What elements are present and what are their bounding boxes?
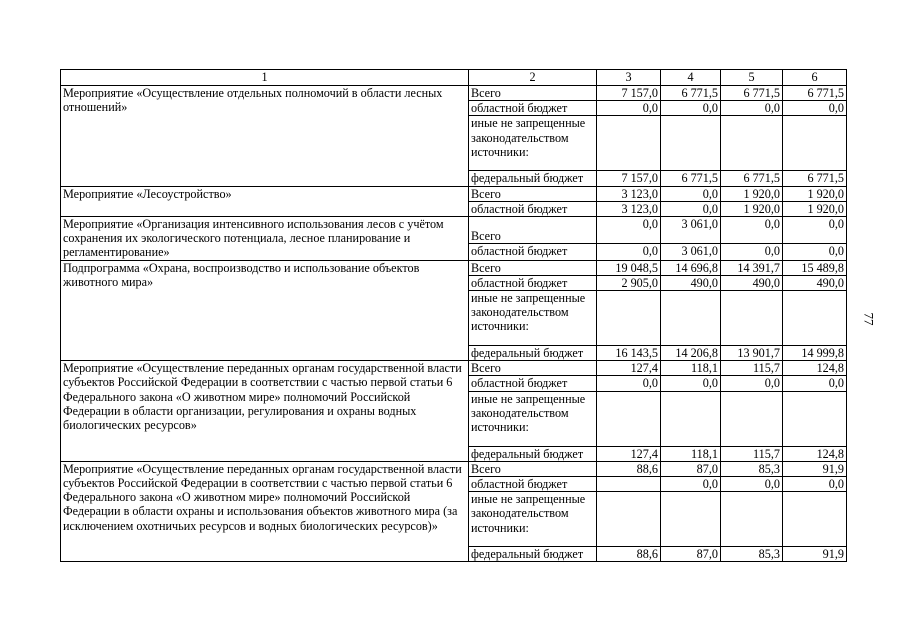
funding-source: федеральный бюджет — [469, 171, 597, 186]
amount-cell: 0,0 — [783, 477, 847, 492]
amount-cell — [783, 492, 847, 547]
funding-source: иные не запрещенные законодательством источники: — [469, 391, 597, 446]
funding-source: федеральный бюджет — [469, 346, 597, 361]
amount-cell: 0,0 — [661, 376, 721, 391]
amount-cell: 0,0 — [597, 244, 661, 261]
amount-cell: 0,0 — [661, 201, 721, 216]
header-col-3: 3 — [597, 70, 661, 86]
funding-source: областной бюджет — [469, 477, 597, 492]
header-col-4: 4 — [661, 70, 721, 86]
funding-source: Всего — [469, 260, 597, 275]
amount-cell: 118,1 — [661, 446, 721, 461]
amount-cell: 14 206,8 — [661, 346, 721, 361]
amount-cell: 14 999,8 — [783, 346, 847, 361]
amount-cell: 3 061,0 — [661, 217, 721, 244]
amount-cell: 7 157,0 — [597, 171, 661, 186]
amount-cell — [783, 291, 847, 346]
amount-cell — [721, 116, 783, 171]
funding-source: областной бюджет — [469, 275, 597, 290]
amount-cell — [783, 391, 847, 446]
amount-cell: 14 391,7 — [721, 260, 783, 275]
funding-source: федеральный бюджет — [469, 547, 597, 562]
amount-cell: 1 920,0 — [721, 201, 783, 216]
funding-source: Всего — [469, 217, 597, 244]
amount-cell: 0,0 — [783, 244, 847, 261]
amount-cell: 6 771,5 — [721, 171, 783, 186]
amount-cell: 6 771,5 — [783, 86, 847, 101]
funding-source: областной бюджет — [469, 376, 597, 391]
amount-cell: 19 048,5 — [597, 260, 661, 275]
amount-cell — [721, 391, 783, 446]
amount-cell: 124,8 — [783, 361, 847, 376]
funding-source: Всего — [469, 186, 597, 201]
amount-cell: 127,4 — [597, 361, 661, 376]
measure-name: Мероприятие «Осуществление отдельных полномочий в области лесных отношений» — [61, 86, 469, 187]
funding-source: иные не запрещенные законодательством источники: — [469, 116, 597, 171]
header-row — [61, 70, 847, 86]
amount-cell: 87,0 — [661, 547, 721, 562]
amount-cell: 115,7 — [721, 446, 783, 461]
amount-cell — [721, 291, 783, 346]
table-body — [61, 86, 847, 562]
page-number: 77 — [861, 312, 877, 326]
amount-cell: 0,0 — [783, 376, 847, 391]
amount-cell — [597, 291, 661, 346]
amount-cell: 0,0 — [721, 376, 783, 391]
amount-cell: 0,0 — [783, 101, 847, 116]
amount-cell: 13 901,7 — [721, 346, 783, 361]
amount-cell: 0,0 — [661, 186, 721, 201]
amount-cell: 6 771,5 — [721, 86, 783, 101]
amount-cell: 0,0 — [721, 217, 783, 244]
table-row — [61, 361, 847, 376]
funding-source: Всего — [469, 86, 597, 101]
header-col-2: 2 — [469, 70, 597, 86]
amount-cell: 88,6 — [597, 461, 661, 476]
amount-cell: 1 920,0 — [783, 186, 847, 201]
amount-cell: 0,0 — [661, 477, 721, 492]
amount-cell: 2 905,0 — [597, 275, 661, 290]
amount-cell — [661, 116, 721, 171]
amount-cell: 490,0 — [783, 275, 847, 290]
amount-cell: 127,4 — [597, 446, 661, 461]
funding-source: областной бюджет — [469, 101, 597, 116]
amount-cell: 16 143,5 — [597, 346, 661, 361]
table-row — [61, 217, 847, 244]
funding-source: областной бюджет — [469, 201, 597, 216]
amount-cell: 3 061,0 — [661, 244, 721, 261]
amount-cell: 1 920,0 — [783, 201, 847, 216]
header-col-1: 1 — [61, 70, 469, 86]
amount-cell: 6 771,5 — [661, 171, 721, 186]
amount-cell — [597, 116, 661, 171]
amount-cell: 91,9 — [783, 461, 847, 476]
amount-cell: 0,0 — [721, 477, 783, 492]
table-row — [61, 186, 847, 201]
amount-cell: 490,0 — [661, 275, 721, 290]
amount-cell: 87,0 — [661, 461, 721, 476]
amount-cell — [661, 291, 721, 346]
amount-cell: 115,7 — [721, 361, 783, 376]
amount-cell — [597, 391, 661, 446]
amount-cell: 7 157,0 — [597, 86, 661, 101]
amount-cell: 14 696,8 — [661, 260, 721, 275]
amount-cell: 85,3 — [721, 461, 783, 476]
funding-source: областной бюджет — [469, 244, 597, 261]
amount-cell: 0,0 — [783, 217, 847, 244]
table-row — [61, 260, 847, 275]
amount-cell: 0,0 — [597, 217, 661, 244]
amount-cell: 88,6 — [597, 547, 661, 562]
amount-cell: 0,0 — [721, 244, 783, 261]
amount-cell — [597, 492, 661, 547]
amount-cell — [597, 477, 661, 492]
budget-table — [60, 69, 847, 562]
amount-cell: 15 489,8 — [783, 260, 847, 275]
amount-cell: 1 920,0 — [721, 186, 783, 201]
amount-cell: 0,0 — [597, 101, 661, 116]
amount-cell: 0,0 — [721, 101, 783, 116]
header-col-5: 5 — [721, 70, 783, 86]
measure-name: Мероприятие «Организация интенсивного использования лесов с учётом сохранения их экологического потенциала, лесное планирование и регламентирование» — [61, 217, 469, 261]
table-row — [61, 461, 847, 476]
funding-source: иные не запрещенные законодательством источники: — [469, 291, 597, 346]
amount-cell: 91,9 — [783, 547, 847, 562]
table-row — [61, 86, 847, 101]
funding-source: Всего — [469, 361, 597, 376]
amount-cell: 0,0 — [597, 376, 661, 391]
table-header — [61, 70, 847, 86]
amount-cell — [721, 492, 783, 547]
amount-cell — [661, 492, 721, 547]
amount-cell — [661, 391, 721, 446]
amount-cell: 6 771,5 — [661, 86, 721, 101]
header-col-6: 6 — [783, 70, 847, 86]
amount-cell: 0,0 — [661, 101, 721, 116]
funding-source: иные не запрещенные законодательством источники: — [469, 492, 597, 547]
amount-cell: 124,8 — [783, 446, 847, 461]
amount-cell: 490,0 — [721, 275, 783, 290]
amount-cell: 6 771,5 — [783, 171, 847, 186]
amount-cell: 118,1 — [661, 361, 721, 376]
measure-name: Подпрограмма «Охрана, воспроизводство и использование объектов животного мира» — [61, 260, 469, 361]
amount-cell — [783, 116, 847, 171]
measure-name: Мероприятие «Осуществление переданных органам государственной власти субъектов Российской Федерации в соответствии с частью первой статьи 6 Федерального закона «О животном мире» полномочий Российской Федерации в области организации, регулирования и охраны водных биологических ресурсов» — [61, 361, 469, 462]
amount-cell: 85,3 — [721, 547, 783, 562]
funding-source: Всего — [469, 461, 597, 476]
measure-name: Мероприятие «Лесоустройство» — [61, 186, 469, 216]
amount-cell: 3 123,0 — [597, 186, 661, 201]
amount-cell: 3 123,0 — [597, 201, 661, 216]
funding-source: федеральный бюджет — [469, 446, 597, 461]
measure-name: Мероприятие «Осуществление переданных органам государственной власти субъектов Российской Федерации в соответствии с частью первой статьи 6 Федерального закона «О животном мире» полномочий Российской Федерации в области охраны и использования объектов животного мира (за исключением охотничьих ресурсов и водных биологических ресурсов)» — [61, 461, 469, 562]
